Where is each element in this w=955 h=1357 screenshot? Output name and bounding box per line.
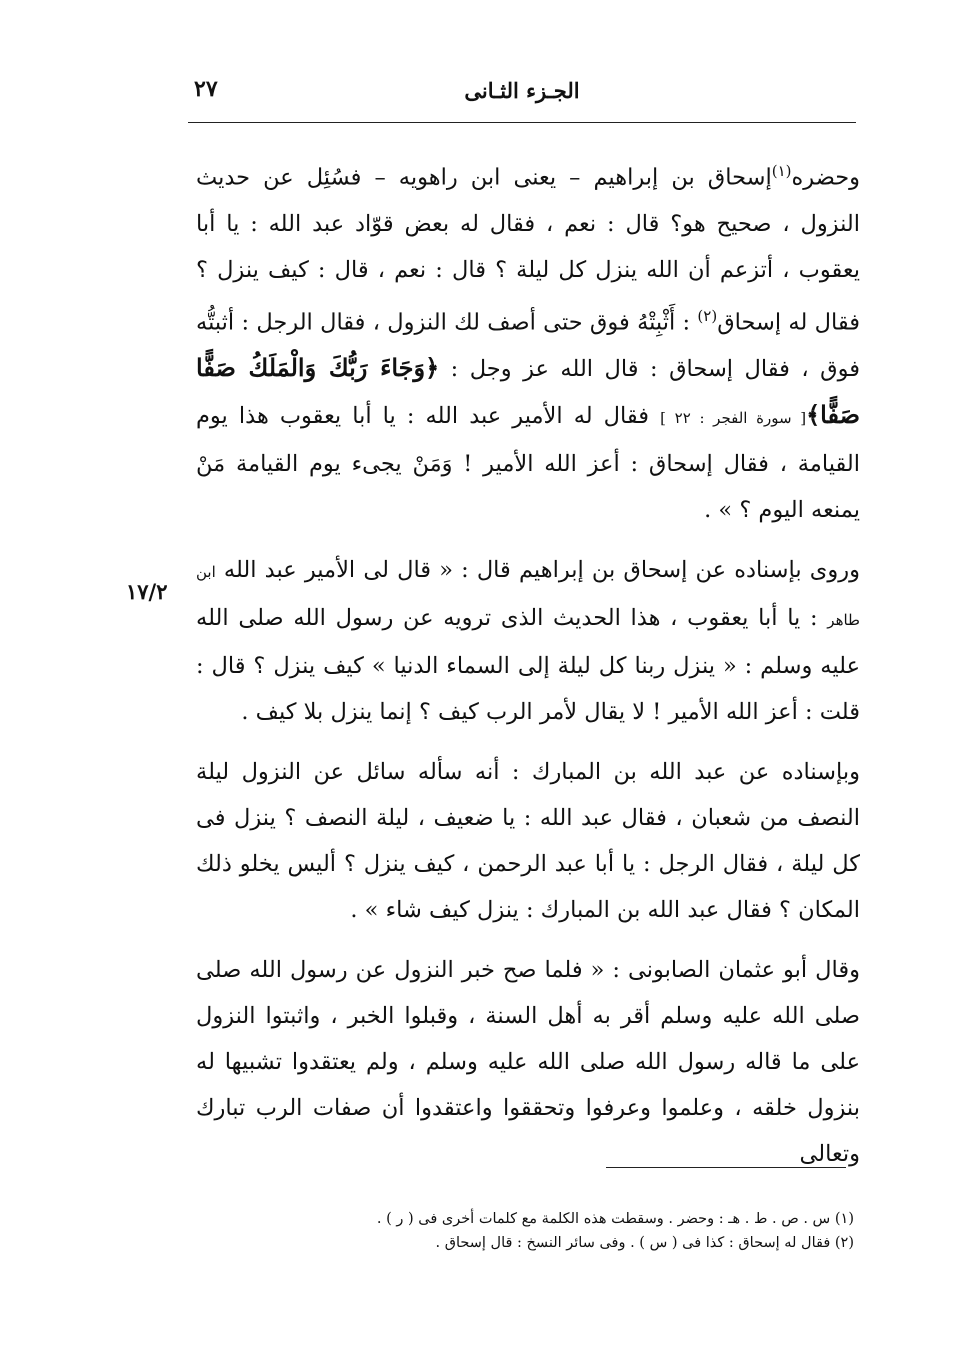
paragraph-2-text-b: : يا أبا يعقوب ، هذا الحديث الذى ترويه عن رسول الله صلى الله عليه وسلم : « ينزل ربنا كل ليلة إلى السماء الدنيا » كيف ينزل ؟ قال : قلت : أعز الله الأمير ! لا يقال لأمر الرب كيف ؟ إنما ينزل بلا كيف . [196, 605, 860, 725]
paragraph-1-text-a: وحضره [791, 164, 860, 191]
margin-reference: ١٧/٢ [126, 579, 168, 604]
main-text [196, 148, 860, 1177]
footnote-1: (١) س . ص . ط . هـ : وحضر . وسقطت هذه الكلمة مع كلمات أخرى فى ( ر ) . [376, 1211, 854, 1227]
paragraph-2-small-name: ابن طاهر [196, 563, 860, 629]
paragraph-1-text-d: فقال له الأمير عبد الله : يا أبا يعقوب هذا يوم القيامة ، فقال إسحاق : أعز الله الأمير ! وَمَنْ يجىء يوم القيامة مَنْ يمنعه اليوم ؟ » . [196, 403, 860, 523]
footnote-rule [606, 1167, 846, 1168]
paragraph-1-text-b: إسحاق بن إبراهيم – يعنى ابن راهويه – فسُئِل عن حديث النزول ، صحيح هو؟ قال : نعم ، فقال له بعض قوّاد عبد الله : يا أبا يعقوب ، أتزعم أن الله ينزل كل ليلة ؟ قال : نعم ، قال : كيف ينزل ؟ فقال له إسحاق [196, 164, 860, 335]
paragraph-1 [196, 148, 860, 533]
page-header [188, 72, 856, 116]
paragraph-2-text-a: وروى بإسناده عن إسحاق بن إبراهيم قال : « قال لى الأمير عبد الله [215, 557, 860, 583]
paragraph-1-text-c: : أَثْبِتْهُ فوق حتى أصف لك النزول ، فقال الرجل : أثبتُّه فوق ، فقال إسحاق : قال الله عز وجل : [196, 309, 860, 382]
footnotes [230, 1207, 854, 1255]
footnote-marker-2: (٢) [697, 306, 718, 325]
quran-verse: ﴿وَجَاءَ رَبُّكَ وَالْمَلَكُ صَفًّا صَفًّا﴾ [196, 353, 861, 429]
footnote-marker-1: (١) [771, 162, 792, 180]
header-rule [188, 122, 856, 123]
paragraph-3: وبإسناده عن عبد الله بن المبارك : أنه سأله سائل عن النزول ليلة النصف من شعبان ، فقال عبد الله : يا ضعيف ، ليلة النصف ؟ ينزل فى كل ليلة ، فقال الرجل : يا أبا عبد الرحمن ، كيف ينزل ؟ أليس يخلو ذلك المكان ؟ فقال عبد الله بن المبارك : ينزل كيف شاء » . [196, 759, 860, 923]
footnote-2: (٢) فقال له إسحاق : كذا فى ( س ) . وفى سائر النسخ : قال إسحاق . [435, 1235, 854, 1251]
running-title: الجـزء الثـانى [464, 78, 580, 103]
paragraph-2 [196, 547, 860, 735]
surah-reference: [ سورة الفجر : ٢٢ ] [660, 409, 807, 427]
page-number: ٢٧ [194, 76, 218, 102]
paragraph-4: وقال أبو عثمان الصابونى : « فلما صح خبر النزول عن رسول الله صلى صلى الله عليه وسلم أقر به أهل السنة ، وقبلوا الخبر ، واثبتوا النزول على ما قاله رسول الله صلى الله عليه وسلم ، ولم يعتقدوا تشبيها له بنزول خلقه ، وعلموا وعرفوا وتحققوا واعتقدوا أن صفات الرب تبارك وتعالى [196, 957, 860, 1167]
